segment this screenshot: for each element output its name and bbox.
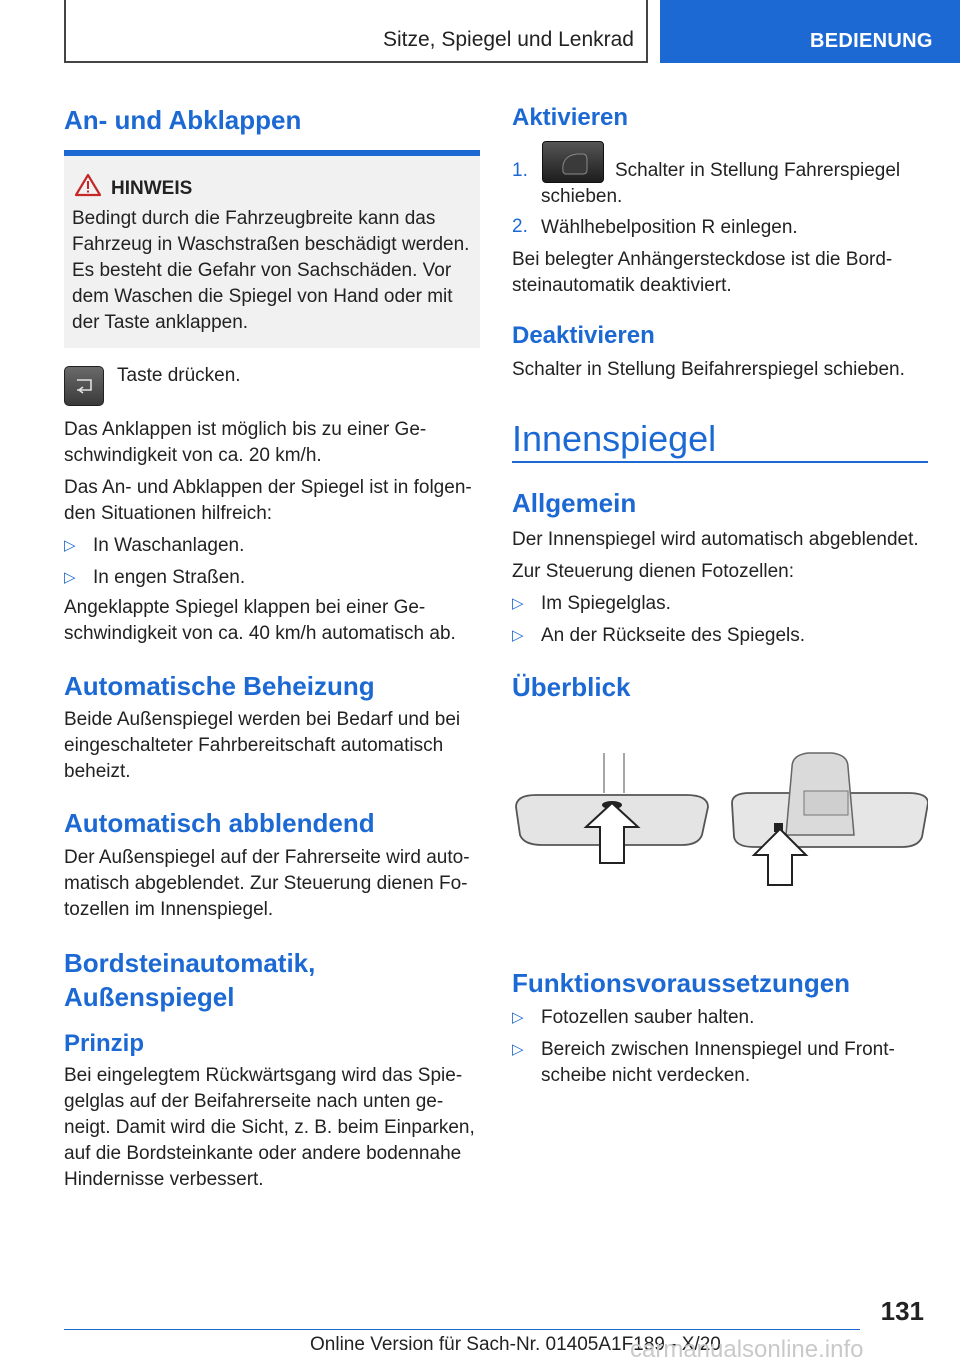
header-section-title: Sitze, Spiegel und Lenkrad — [382, 28, 634, 51]
text-line: Bei belegter Anhängersteckdose ist die Bord- — [512, 249, 893, 270]
heading-bordsteinautomatik — [64, 946, 315, 1014]
paragraph-prinzip — [64, 1063, 484, 1193]
step-1-text — [541, 158, 931, 210]
paragraph-anklappen-speed — [64, 417, 480, 469]
taste-druecken: Taste drücken. — [117, 365, 241, 386]
footer-text: Online Version für Sach-Nr. 01405A1F189 - X/20 — [310, 1334, 721, 1355]
heading-prinzip: Prinzip — [64, 1030, 145, 1057]
list-item-text: Bereich zwischen Innenspiegel und Front- — [541, 1039, 895, 1060]
bullet-triangle-icon: ▷ — [512, 627, 524, 644]
list-item-text: An der Rückseite des Spiegels. — [541, 625, 806, 646]
paragraph-deaktivieren: Schalter in Stellung Beifahrerspiegel schieben. — [512, 359, 905, 380]
paragraph-anhaenger — [512, 247, 932, 299]
notice-box — [64, 150, 480, 348]
heading-line: Bordsteinautomatik, — [64, 948, 316, 978]
text-line: beheizt. — [64, 761, 131, 782]
notice-line: der Taste anklappen. — [72, 312, 249, 333]
paragraph-beheizung — [64, 707, 484, 785]
heading-aktivieren: Aktivieren — [512, 104, 629, 131]
interior-mirror-illustration — [512, 745, 928, 895]
step-number: 1. — [512, 160, 528, 181]
text-line: neigt. Damit wird die Sicht, z. B. beim Einparken, — [64, 1117, 475, 1138]
text-line: steinautomatik deaktiviert. — [512, 275, 732, 296]
text-line: Der Außenspiegel auf der Fahrerseite wird auto- — [64, 847, 470, 868]
heading-innenspiegel: Innenspiegel — [512, 418, 717, 459]
text-line: Beide Außenspiegel werden bei Bedarf und bei — [64, 709, 461, 730]
step-number: 2. — [512, 216, 528, 237]
heading-underline — [512, 461, 928, 463]
warning-icon — [74, 173, 102, 197]
fold-mirror-button-icon — [64, 366, 104, 406]
list-item-continuation: scheibe nicht verdecken. — [541, 1065, 751, 1086]
watermark: carmanualsonline.info — [630, 1336, 864, 1363]
text-line: tozellen im Innenspiegel. — [64, 899, 274, 920]
list-item-text: Fotozellen sauber halten. — [541, 1007, 755, 1028]
heading-an-und-abklappen: An- und Abklappen — [64, 105, 302, 135]
header-tab-label: BEDIENUNG — [810, 30, 933, 52]
text-line: schieben. — [541, 186, 623, 207]
notice-line: dem Waschen die Spiegel von Hand oder mit — [72, 286, 453, 307]
list-item-text: Im Spiegelglas. — [541, 593, 671, 614]
bullet-triangle-icon: ▷ — [512, 1009, 524, 1026]
bullet-triangle-icon: ▷ — [64, 569, 76, 586]
header-tab[interactable] — [660, 0, 960, 63]
heading-automatisch-abblendend: Automatisch abblendend — [64, 808, 375, 838]
list-item-text: In Waschanlagen. — [93, 535, 245, 556]
paragraph-angeklappte — [64, 595, 484, 647]
paragraph-fotozellen: Zur Steuerung dienen Fotozellen: — [512, 561, 795, 582]
notice-line: Fahrzeug in Waschstraßen beschädigt werden. — [72, 234, 470, 255]
text-line: auf die Bordsteinkante oder andere bodennahe — [64, 1143, 462, 1164]
heading-allgemein: Allgemein — [512, 488, 637, 518]
paragraph-allgemein: Der Innenspiegel wird automatisch abgeblendet. — [512, 529, 919, 550]
text-line: schwindigkeit von ca. 20 km/h. — [64, 445, 322, 466]
text-line: Angeklappte Spiegel klappen bei einer Ge- — [64, 597, 426, 618]
text-line: gelglas auf der Beifahrerseite nach unten ge- — [64, 1091, 444, 1112]
bullet-triangle-icon: ▷ — [64, 537, 76, 554]
heading-ueberblick: Überblick — [512, 672, 631, 702]
notice-text — [72, 206, 472, 336]
text-line: eingeschalteter Fahrbereitschaft automatisch — [64, 735, 444, 756]
bullet-triangle-icon: ▷ — [512, 595, 524, 612]
page-number: 131 — [880, 1296, 924, 1326]
heading-automatische-beheizung: Automatische Beheizung — [64, 671, 375, 701]
paragraph-situationen — [64, 475, 484, 527]
text-line: Das Anklappen ist möglich bis zu einer Ge- — [64, 419, 427, 440]
bullet-triangle-icon: ▷ — [512, 1041, 524, 1058]
text-line: Hindernisse verbessert. — [64, 1169, 264, 1190]
heading-funktionsvoraussetzungen: Funktionsvoraussetzungen — [512, 968, 851, 998]
notice-line: Es besteht die Gefahr von Sachschäden. Vor — [72, 260, 452, 281]
text-line: matisch abgeblendet. Zur Steuerung dienen Fo- — [64, 873, 468, 894]
header-box — [64, 0, 648, 63]
text-line: Schalter in Stellung Fahrerspiegel — [615, 160, 901, 181]
heading-deaktivieren: Deaktivieren — [512, 322, 655, 349]
text-line: Das An- und Abklappen der Spiegel ist in folgen- — [64, 477, 472, 498]
list-item-text: In engen Straßen. — [93, 567, 246, 588]
text-line: den Situationen hilfreich: — [64, 503, 273, 524]
text-line: Bei eingelegtem Rückwärtsgang wird das Spie- — [64, 1065, 463, 1086]
notice-label: HINWEIS — [111, 178, 193, 199]
paragraph-abblendend — [64, 845, 484, 923]
step-2-text: Wählhebelposition R einlegen. — [541, 217, 798, 238]
text-line: schwindigkeit von ca. 40 km/h automatisch ab. — [64, 623, 456, 644]
notice-line: Bedingt durch die Fahrzeugbreite kann das — [72, 208, 436, 229]
footer-rule — [64, 1329, 860, 1330]
heading-line: Außenspiegel — [64, 982, 235, 1012]
